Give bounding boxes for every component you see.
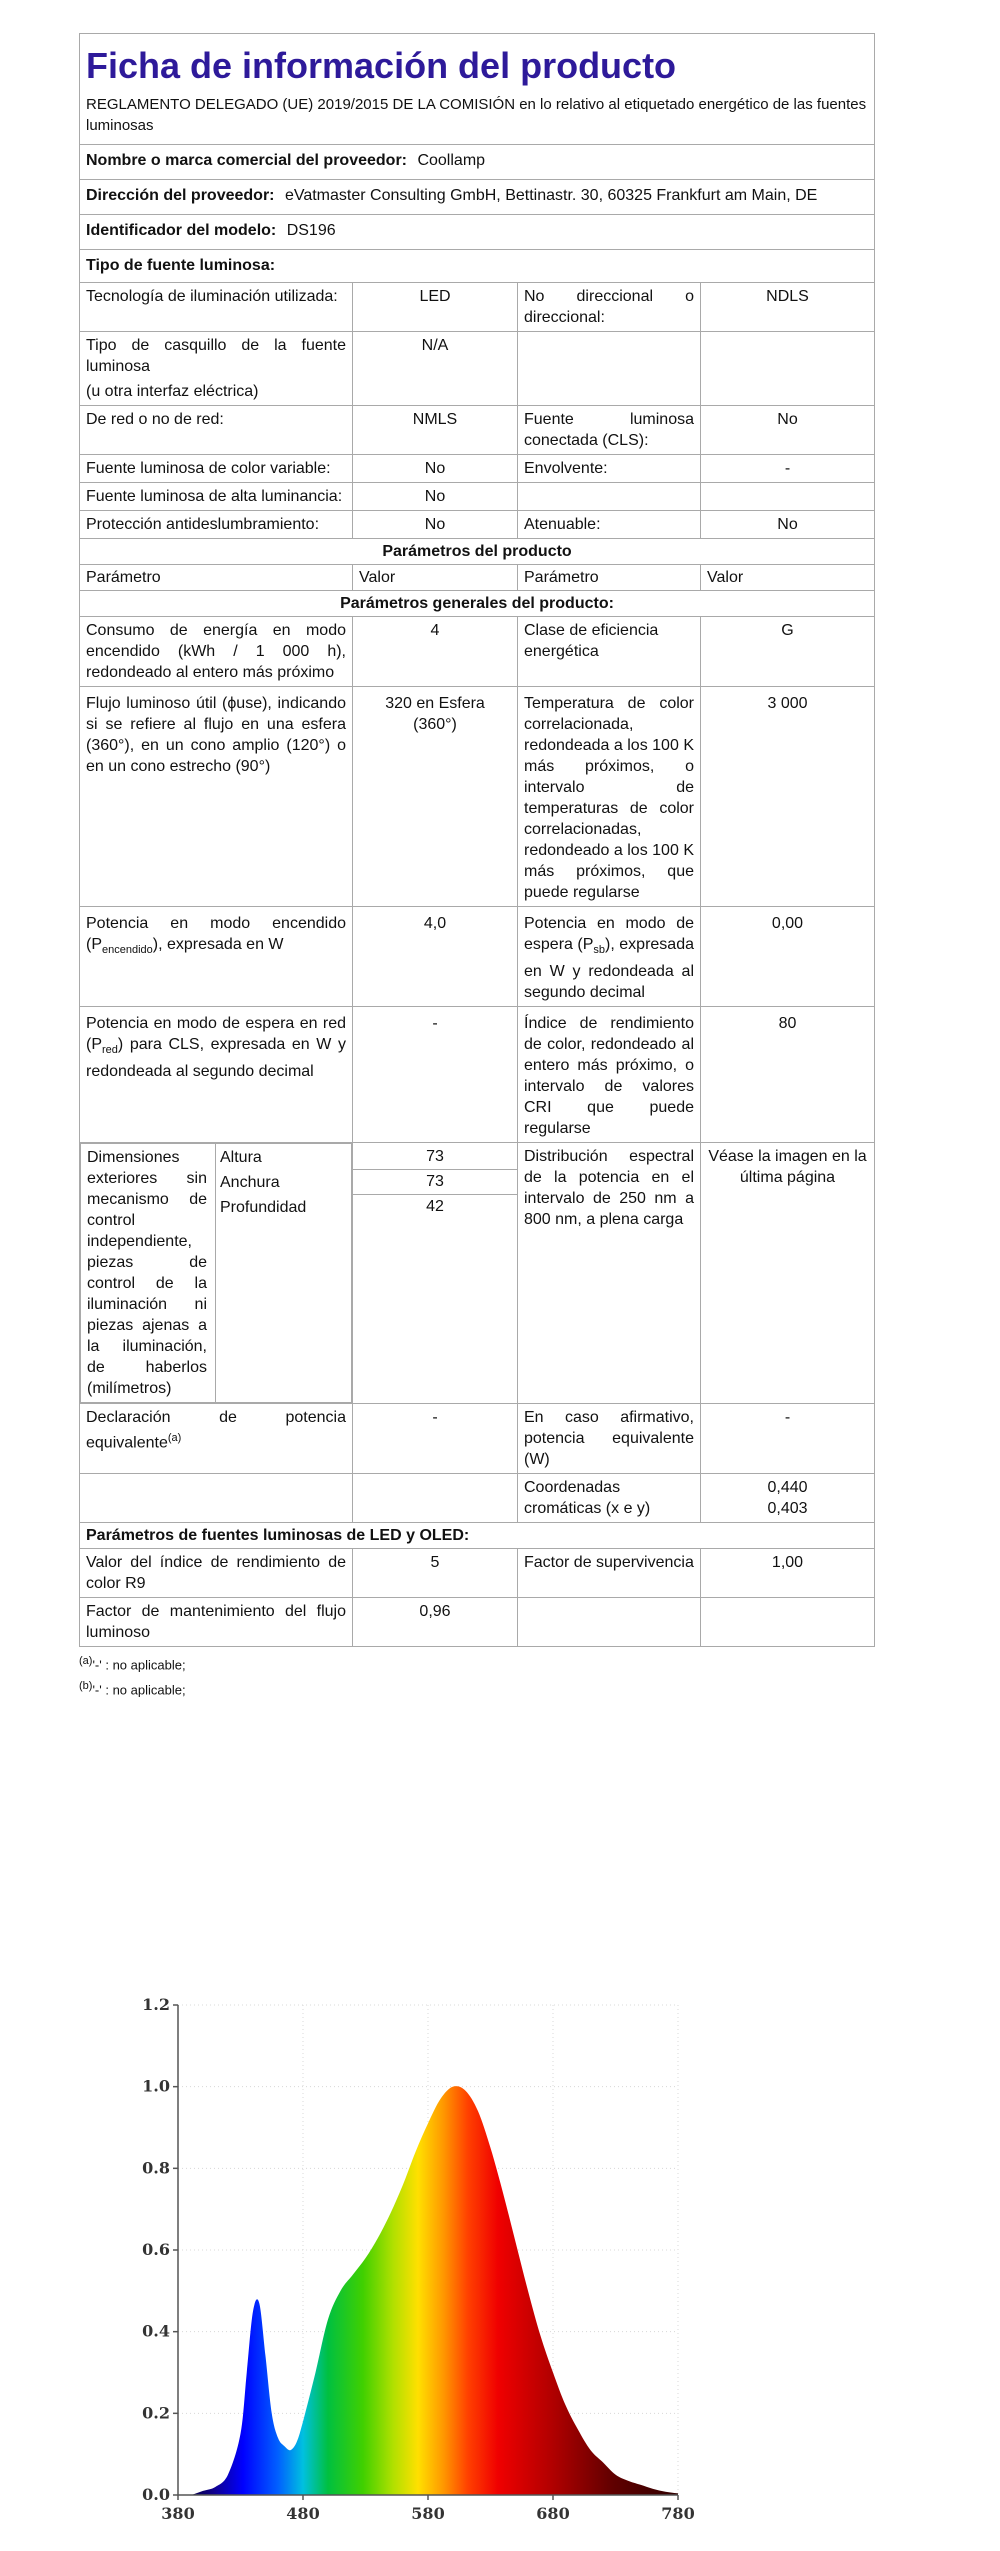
cct-value: 3 000 [701,687,875,907]
envelope-value: - [701,455,875,483]
product-information-sheet [79,33,874,1700]
table-row [80,1598,875,1647]
y-tick-label: 0.4 [142,2321,170,2341]
regulation-text: REGLAMENTO DELEGADO (UE) 2019/2015 DE LA COMISIÓN en lo relativo al etiquetado energético de las fuentes luminosas [86,96,867,134]
antiglare-value: No [353,511,518,539]
footnote-b: $^{(b)}$'-' : no aplicable; [79,1679,186,1697]
equivalent-power-claim-value: - [353,1404,518,1474]
supplier-address-label: Dirección del proveedor: [86,187,275,204]
r9-label: Valor del índice de rendimiento de color R9 [80,1549,353,1598]
supplier-name-value: Coollamp [417,152,486,169]
high-luminance-label: Fuente luminosa de alta luminancia: [80,483,353,511]
tech-value: LED [353,283,518,332]
on-mode-energy-value: 4 [353,617,518,687]
equivalent-power-value: - [701,1404,875,1474]
light-source-type-heading: Tipo de fuente luminosa: [80,250,875,283]
r9-value: 5 [353,1549,518,1598]
led-params-heading: Parámetros de fuentes luminosas de LED y OLED: [80,1523,875,1549]
on-mode-power-label: Potencia en modo encendido $(P_{encendido})$, expresada en W [80,907,353,1007]
chromaticity-y: 0,403 [767,1500,808,1518]
envelope-label: Envolvente: [518,455,701,483]
width-value: 73 [353,1170,517,1195]
table-header-row [80,565,875,591]
y-tick-label: 1.0 [142,2076,170,2096]
supplier-address-value: eVatmaster Consulting GmbH, Bettinastr. 30, 60325 Frankfurt am Main, DE [284,187,818,204]
networked-standby-value: - [353,1007,518,1143]
y-tick-label: 1.2 [142,1995,170,2014]
mains-value: NMLS [353,406,518,455]
x-tick-label: 780 [661,2504,695,2523]
cct-label: Temperatura de color correlacionada, redondeada a los 100 K más próximos, o intervalo de temperaturas de color correlacionadas, redondeado a los 100 K más próximos, que puede regularse [518,687,701,907]
survival-factor-label: Factor de supervivencia [518,1549,701,1598]
useful-flux-label: Flujo luminoso útil (ϕuse), indicando si se refiere al flujo en una esfera (360°), en un cono amplio (120°) o en un cono estrecho (90°) [80,687,353,907]
useful-flux-value: 320 en Esfera (360°) [353,687,518,907]
lumen-maintenance-value: 0,96 [353,1598,518,1647]
table-row [80,455,875,483]
x-tick-label: 580 [411,2504,445,2523]
table-row [80,1549,875,1598]
standby-power-label: Potencia en modo de espera $(P_{sb})$, expresada en W y redondeada al segundo decimal [518,907,701,1007]
table-row [80,1404,875,1474]
y-tick-label: 0.2 [142,2403,170,2423]
model-identifier-value: DS196 [286,222,336,239]
footnotes [79,1651,874,1700]
lumen-maintenance-label: Factor de mantenimiento del flujo luminoso [80,1598,353,1647]
energy-class-label: Clase de eficiencia energética [518,617,701,687]
width-label: Anchura [220,1174,280,1192]
depth-label: Profundidad [220,1199,307,1217]
energy-class-value: G [701,617,875,687]
mains-label: De red o no de red: [80,406,353,455]
networked-standby-label: Potencia en modo de espera en red $(P_{red})$ para CLS, expresada en W y redondeada al segundo decimal [80,1007,353,1143]
tech-label: Tecnología de iluminación utilizada: [80,283,353,332]
dimmable-value: No [701,511,875,539]
table-row [80,483,875,511]
depth-value: 42 [426,1198,444,1216]
page-title: Ficha de información del producto [86,45,677,86]
spectral-power-distribution-chart [118,1995,698,2535]
x-tick-label: 480 [286,2504,320,2523]
table-row [80,617,875,687]
supplier-name-label: Nombre o marca comercial del proveedor: [86,152,407,169]
colour-tunable-label: Fuente luminosa de color variable: [80,455,353,483]
product-fiche-table [79,33,875,1647]
antiglare-label: Protección antideslumbramiento: [80,511,353,539]
footnote-a: $^{(a)}$'-' : no aplicable; [79,1655,186,1673]
product-params-heading: Parámetros del producto [80,539,875,565]
table-row [80,1007,875,1143]
cri-value: 80 [701,1007,875,1143]
cls-label: Fuente luminosa conectada (CLS): [518,406,701,455]
col-header-param: Parámetro [80,565,353,591]
survival-factor-value: 1,00 [701,1549,875,1598]
chromaticity-label: Coordenadas cromáticas (x e y) [518,1474,701,1523]
equivalent-power-label: En caso afirmativo, potencia equivalente (W) [518,1404,701,1474]
directional-label: No direccional o direccional: [518,283,701,332]
spd-area [178,2086,678,2495]
spectral-distribution-label: Distribución espectral de la potencia en el intervalo de 250 nm a 800 nm, a plena carga [518,1143,701,1404]
colour-tunable-value: No [353,455,518,483]
equivalent-power-claim-label: Declaración de potencia equivalente$^{(a)}$ [80,1404,353,1474]
cap-label: Tipo de casquillo de la fuente luminosa [86,337,346,375]
x-tick-label: 680 [536,2504,570,2523]
directional-value: NDLS [701,283,875,332]
table-row [80,332,875,406]
height-value: 73 [353,1146,517,1170]
on-mode-energy-label: Consumo de energía en modo encendido (kWh / 1 000 h), redondeado al entero más próximo [80,617,353,687]
col-header-param-2: Parámetro [518,565,701,591]
cap-label-2: (u otra interfaz eléctrica) [86,383,259,400]
table-row [80,283,875,332]
chromaticity-x: 0,440 [767,1479,808,1497]
cri-label: Índice de rendimiento de color, redondeado al entero más próximo, o intervalo de valores CRI que puede regularse [518,1007,701,1143]
y-tick-label: 0.8 [142,2158,170,2178]
model-identifier-label: Identificador del modelo: [86,222,277,239]
table-row [80,511,875,539]
table-row [80,1143,875,1404]
x-tick-label: 380 [161,2504,195,2523]
on-mode-power-value: 4,0 [353,907,518,1007]
y-tick-label: 0.0 [142,2485,170,2504]
col-header-value: Valor [353,565,518,591]
y-tick-label: 0.6 [142,2240,170,2259]
table-row [80,406,875,455]
dimmable-label: Atenuable: [518,511,701,539]
cls-value: No [701,406,875,455]
dimensions-label: Dimensiones exteriores sin mecanismo de control independiente, piezas de control de la iluminación ni piezas ajenas a la iluminación, de haberlos (milímetros) [87,1149,207,1398]
table-row [80,687,875,907]
col-header-value-2: Valor [701,565,875,591]
table-row [80,907,875,1007]
standby-power-value: 0,00 [701,907,875,1007]
cap-value: N/A [353,332,518,406]
high-luminance-value: No [353,483,518,511]
spectral-distribution-value: Véase la imagen en la última página [701,1143,875,1404]
height-label: Altura [220,1149,262,1167]
table-row [80,1474,875,1523]
chromaticity-value [701,1474,875,1523]
general-params-heading: Parámetros generales del producto: [80,591,875,617]
